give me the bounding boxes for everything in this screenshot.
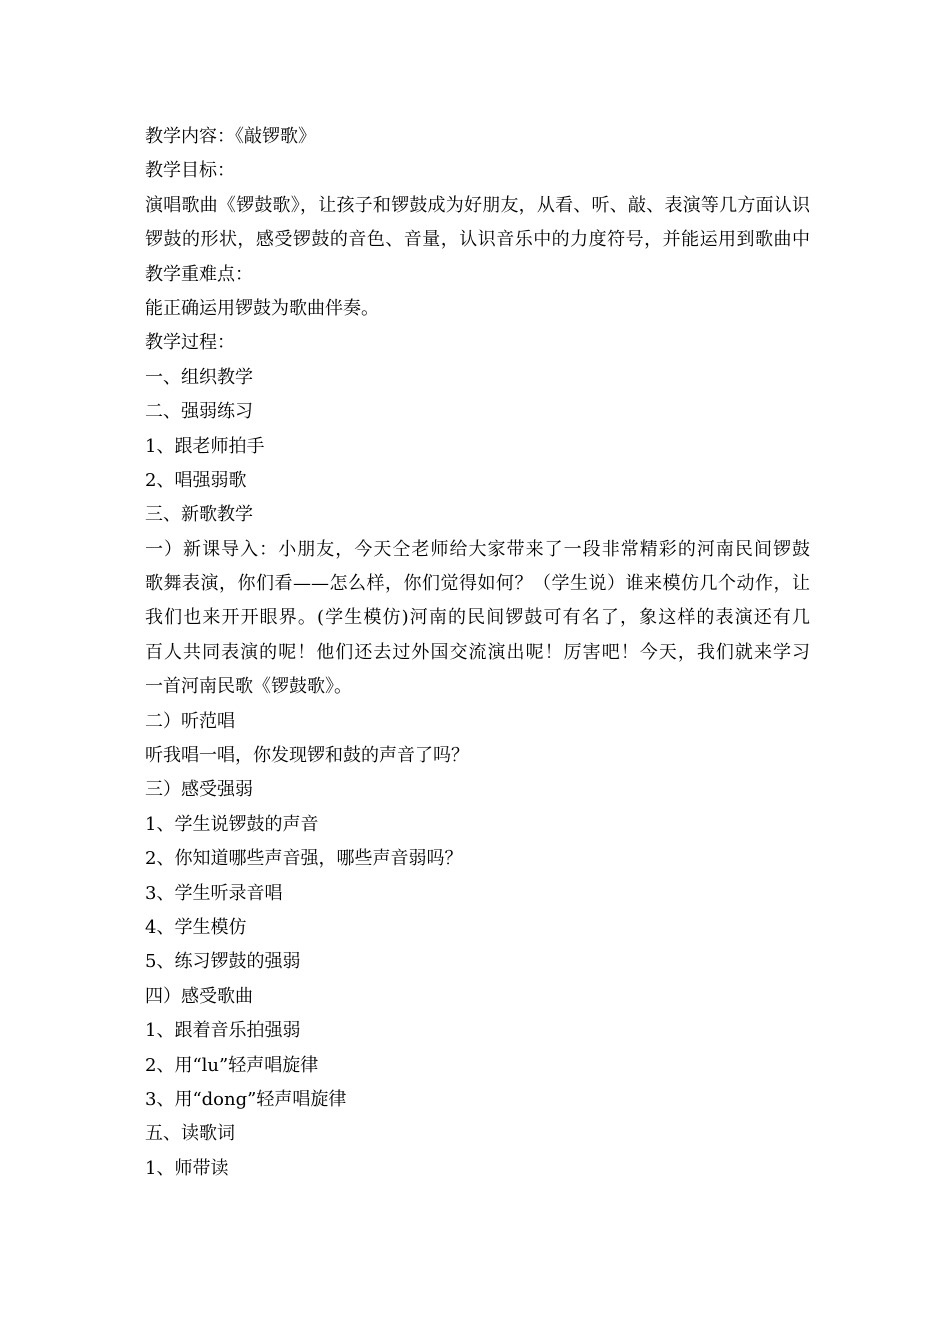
paragraph-line: 一）新课导入：小朋友，今天仝老师给大家带来了一段非常精彩的河南民间锣鼓: [145, 538, 810, 560]
section-heading: 一、组织教学: [145, 366, 253, 388]
list-item: 2、用“lu”轻声唱旋律: [145, 1054, 319, 1076]
section-heading: 三、新歌教学: [145, 504, 253, 526]
list-item: 1、跟老师拍手: [145, 435, 265, 457]
list-item: 1、跟着音乐拍强弱: [145, 1020, 301, 1042]
paragraph-line: 百人共同表演的呢！他们还去过外国交流演出呢！厉害吧！今天，我们就来学习: [145, 641, 810, 663]
document-body: [145, 120, 810, 1186]
objectives-text-line: 演唱歌曲《锣鼓歌》，让孩子和锣鼓成为好朋友，从看、听、敲、表演等几方面认识: [145, 194, 810, 216]
section-heading: 二、强弱练习: [145, 401, 253, 423]
section-heading: 五、读歌词: [145, 1123, 235, 1145]
paragraph-line: 听我唱一唱，你发现锣和鼓的声音了吗？: [145, 745, 469, 767]
content-heading: 教学内容：《敲锣歌》: [145, 126, 316, 147]
objectives-text-line: 锣鼓的形状，感受锣鼓的音色、音量，认识音乐中的力度符号，并能运用到歌曲中: [145, 229, 810, 251]
key-points-text: 能正确运用锣鼓为歌曲伴奏。: [145, 297, 379, 319]
paragraph-line: 我们也来开开眼界。(学生模仿)河南的民间锣鼓可有名了，象这样的表演还有几: [145, 607, 810, 629]
subsection-heading: 二）听范唱: [145, 710, 235, 732]
paragraph-line: 歌舞表演，你们看——怎么样，你们觉得如何？（学生说）谁来模仿几个动作，让: [145, 573, 810, 595]
objectives-heading: 教学目标：: [145, 160, 235, 182]
key-points-heading: 教学重难点：: [145, 263, 253, 285]
list-item: 2、唱强弱歌: [145, 469, 247, 491]
list-item: 1、学生说锣鼓的声音: [145, 813, 319, 835]
list-item: 1、师带读: [145, 1157, 229, 1179]
list-item: 3、用“dong”轻声唱旋律: [145, 1088, 347, 1110]
paragraph-line: 一首河南民歌《锣鼓歌》。: [145, 676, 352, 698]
list-item: 3、学生听录音唱: [145, 882, 283, 904]
list-item: 5、练习锣鼓的强弱: [145, 951, 301, 973]
list-item: 4、学生模仿: [145, 916, 247, 938]
subsection-heading: 四）感受歌曲: [145, 985, 253, 1007]
process-heading: 教学过程：: [145, 332, 235, 354]
list-item: 2、你知道哪些声音强，哪些声音弱吗？: [145, 848, 463, 870]
subsection-heading: 三）感受强弱: [145, 779, 253, 801]
